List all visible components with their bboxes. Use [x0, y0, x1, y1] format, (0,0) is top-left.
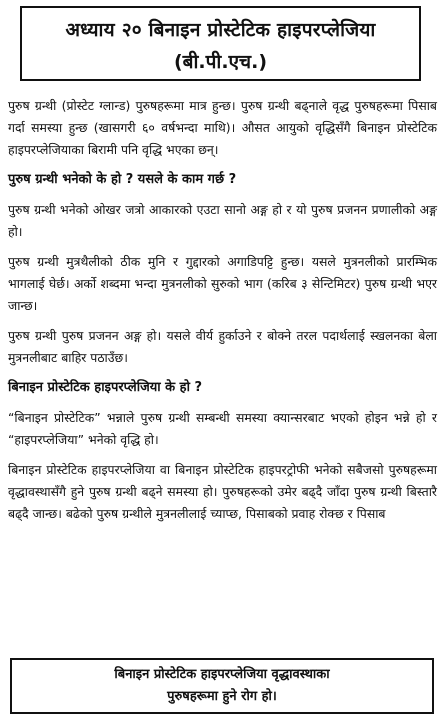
- intro-paragraph: पुरुष ग्रन्थी (प्रोस्टेट ग्लान्ड) पुरुषहरूमा मात्र हुन्छ। पुरुष ग्रन्थी बढ्नाले वृद्ध पुरुषहरूमा पिसाब गर्दा समस्या हुन्छ (खासगरी ६० वर्षभन्दा माथि)। औसत आयुको वृद्धिसँगै बिनाइन प्रोस्टेटिक हाइपरप्लेजियाका बिरामी पनि वृद्धि भएका छन्।: [8, 98, 437, 157]
- chapter-title: अध्याय २० बिनाइन प्रोस्टेटिक हाइपरप्लेजिया: [65, 19, 376, 41]
- chapter-title-box: [20, 6, 421, 81]
- chapter-subtitle: (बी.पी.एच.): [173, 51, 268, 73]
- section-heading-prostate: पुरुष ग्रन्थी भनेको के हो ? यसले के काम गर्छ ?: [8, 172, 237, 187]
- callout-line-2: पुरुषहरूमा हुने रोग हो।: [167, 689, 277, 704]
- callout-line-1: बिनाइन प्रोस्टेटिक हाइपरप्लेजिया वृद्धावस्थाका: [114, 667, 330, 682]
- callout-box: [10, 658, 434, 714]
- document-body: [8, 95, 437, 533]
- paragraph-bph-meaning: “बिनाइन प्रोस्टेटिक” भन्नाले पुरुष ग्रन्थी सम्बन्धी समस्या क्यान्सरबाट भएको होइन भन्ने हो र “हाइपरप्लेजिया” भनेको वृद्धि हो।: [8, 410, 437, 447]
- paragraph-prostate-location: पुरुष ग्रन्थी मुत्रथैलीको ठीक मुनि र गुद्दारको अगाडिपट्टि हुन्छ। यसले मुत्रनलीको प्रारम्भिक भागलाई घेर्छ। अर्को शब्दमा भन्दा मुत्रनलीको सुरुको भाग (करिब ३ सेन्टिमिटर) पुरुष ग्रन्थी भएर जान्छ।: [8, 254, 437, 313]
- paragraph-prostate-definition: पुरुष ग्रन्थी भनेको ओखर जत्रो आकारको एउटा सानो अङ्ग हो र यो पुरुष प्रजनन प्रणालीको अङ्ग हो।: [8, 202, 437, 239]
- paragraph-bph-description: बिनाइन प्रोस्टेटिक हाइपरप्लेजिया वा बिनाइन प्रोस्टेटिक हाइपरट्रोफी भनेको सबैजसो पुरुषहरूमा वृद्धावस्थासँगै हुने पुरुष ग्रन्थी बढ्ने समस्या हो। पुरुषहरूको उमेर बढ्दै जाँदा पुरुष ग्रन्थी बिस्तारै बढ्दै जान्छ। बढेको पुरुष ग्रन्थीले मुत्रनलीलाई च्याप्छ, पिसाबको प्रवाह रोक्छ र पिसाब: [8, 462, 437, 521]
- section-heading-bph: बिनाइन प्रोस्टेटिक हाइपरप्लेजिया के हो ?: [8, 380, 202, 395]
- paragraph-prostate-function: पुरुष ग्रन्थी पुरुष प्रजनन अङ्ग हो। यसले वीर्य हुर्काउने र बोक्ने तरल पदार्थलाई स्खलनका बेला मुत्रनलीबाट बाहिर पठाउँछ।: [8, 328, 437, 365]
